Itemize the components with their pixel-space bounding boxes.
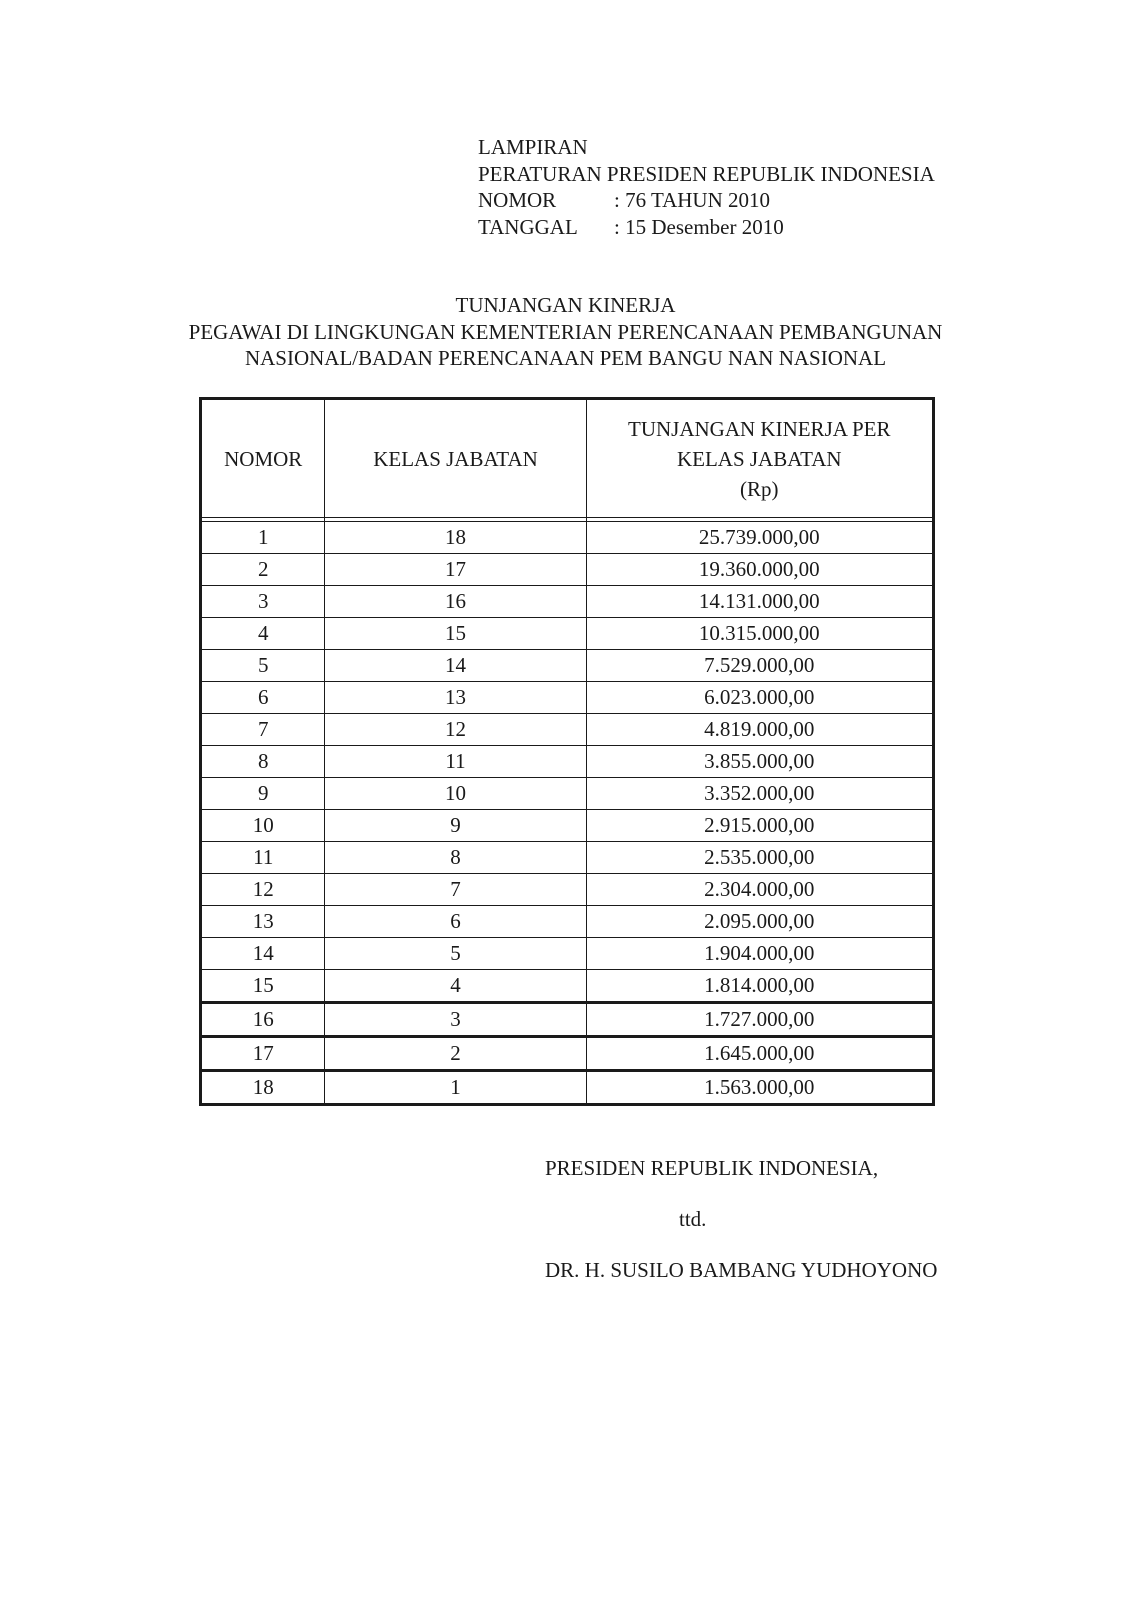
tanggal-row xyxy=(478,214,935,241)
kelas-jabatan-cell: 6 xyxy=(325,906,586,938)
nomor-label: NOMOR xyxy=(478,188,557,212)
table-row xyxy=(201,586,934,618)
nomor-cell: 5 xyxy=(201,650,325,682)
signature-name: DR. H. SUSILO BAMBANG YUDHOYONO xyxy=(545,1258,938,1282)
nomor-cell: 8 xyxy=(201,746,325,778)
header-tunjangan xyxy=(586,399,933,518)
document-title xyxy=(0,292,1131,372)
tunjangan-cell: 1.563.000,00 xyxy=(586,1071,933,1105)
table-row xyxy=(201,650,934,682)
nomor-cell: 1 xyxy=(201,522,325,554)
tunjangan-cell: 25.739.000,00 xyxy=(586,522,933,554)
tunjangan-cell: 3.855.000,00 xyxy=(586,746,933,778)
kelas-jabatan-cell: 17 xyxy=(325,554,586,586)
nomor-cell: 13 xyxy=(201,906,325,938)
kelas-jabatan-cell: 11 xyxy=(325,746,586,778)
tunjangan-cell: 3.352.000,00 xyxy=(586,778,933,810)
table-row xyxy=(201,1003,934,1037)
nomor-cell: 3 xyxy=(201,586,325,618)
tunjangan-cell: 2.304.000,00 xyxy=(586,874,933,906)
table-row xyxy=(201,810,934,842)
tunjangan-cell: 1.904.000,00 xyxy=(586,938,933,970)
kelas-jabatan-cell: 13 xyxy=(325,682,586,714)
kelas-jabatan-cell: 10 xyxy=(325,778,586,810)
table-row xyxy=(201,618,934,650)
table-row xyxy=(201,682,934,714)
nomor-cell: 16 xyxy=(201,1003,325,1037)
table-row xyxy=(201,842,934,874)
nomor-cell: 2 xyxy=(201,554,325,586)
table-row xyxy=(201,906,934,938)
document-header xyxy=(478,134,935,240)
table-row xyxy=(201,1071,934,1105)
nomor-cell: 11 xyxy=(201,842,325,874)
kelas-jabatan-cell: 12 xyxy=(325,714,586,746)
allowance-table xyxy=(199,397,935,1106)
table-row xyxy=(201,778,934,810)
kelas-jabatan-cell: 18 xyxy=(325,522,586,554)
title-line-1: TUNJANGAN KINERJA xyxy=(455,293,676,317)
nomor-cell: 17 xyxy=(201,1037,325,1071)
regulation-title: PERATURAN PRESIDEN REPUBLIK INDONESIA xyxy=(478,161,935,186)
table-row xyxy=(201,938,934,970)
kelas-jabatan-cell: 3 xyxy=(325,1003,586,1037)
tunjangan-cell: 1.727.000,00 xyxy=(586,1003,933,1037)
nomor-cell: 6 xyxy=(201,682,325,714)
kelas-jabatan-cell: 7 xyxy=(325,874,586,906)
nomor-cell: 4 xyxy=(201,618,325,650)
table-row xyxy=(201,746,934,778)
table-row xyxy=(201,970,934,1003)
header-tunjangan-line-1: TUNJANGAN KINERJA PER xyxy=(628,416,891,441)
tunjangan-cell: 1.645.000,00 xyxy=(586,1037,933,1071)
kelas-jabatan-cell: 9 xyxy=(325,810,586,842)
tunjangan-cell: 7.529.000,00 xyxy=(586,650,933,682)
nomor-row xyxy=(478,187,935,214)
nomor-cell: 9 xyxy=(201,778,325,810)
table-row xyxy=(201,554,934,586)
lampiran-label: LAMPIRAN xyxy=(478,135,588,159)
table-row xyxy=(201,874,934,906)
nomor-value: : 76 TAHUN 2010 xyxy=(614,188,771,212)
table-header-row xyxy=(201,399,934,518)
header-kelas-jabatan: KELAS JABATAN xyxy=(325,399,586,518)
signature-ttd: ttd. xyxy=(679,1207,707,1231)
signature-office: PRESIDEN REPUBLIK INDONESIA, xyxy=(545,1156,879,1180)
tunjangan-cell: 2.535.000,00 xyxy=(586,842,933,874)
table-row xyxy=(201,1037,934,1071)
tunjangan-cell: 2.095.000,00 xyxy=(586,906,933,938)
kelas-jabatan-cell: 4 xyxy=(325,970,586,1003)
nomor-cell: 10 xyxy=(201,810,325,842)
table-row xyxy=(201,714,934,746)
tanggal-value: : 15 Desember 2010 xyxy=(614,214,784,239)
header-tunjangan-line-3: (Rp) xyxy=(740,476,779,501)
kelas-jabatan-cell: 16 xyxy=(325,586,586,618)
tanggal-label: TANGGAL xyxy=(478,214,578,239)
nomor-cell: 15 xyxy=(201,970,325,1003)
title-line-2: PEGAWAI DI LINGKUNGAN KEMENTERIAN PERENCANAAN PEMBANGUNAN xyxy=(188,319,943,344)
tunjangan-cell: 1.814.000,00 xyxy=(586,970,933,1003)
title-line-3: NASIONAL/BADAN PERENCANAAN PEM BANGU NAN NASIONAL xyxy=(244,346,887,370)
kelas-jabatan-cell: 1 xyxy=(325,1071,586,1105)
kelas-jabatan-cell: 2 xyxy=(325,1037,586,1071)
kelas-jabatan-cell: 14 xyxy=(325,650,586,682)
table-body xyxy=(201,522,934,1105)
kelas-jabatan-cell: 15 xyxy=(325,618,586,650)
tunjangan-cell: 14.131.000,00 xyxy=(586,586,933,618)
tunjangan-cell: 2.915.000,00 xyxy=(586,810,933,842)
tunjangan-cell: 10.315.000,00 xyxy=(586,618,933,650)
tunjangan-cell: 6.023.000,00 xyxy=(586,682,933,714)
nomor-cell: 14 xyxy=(201,938,325,970)
nomor-cell: 18 xyxy=(201,1071,325,1105)
table-row xyxy=(201,522,934,554)
header-tunjangan-line-2: KELAS JABATAN xyxy=(676,446,842,471)
nomor-cell: 7 xyxy=(201,714,325,746)
tunjangan-cell: 19.360.000,00 xyxy=(586,554,933,586)
tunjangan-cell: 4.819.000,00 xyxy=(586,714,933,746)
header-nomor: NOMOR xyxy=(201,399,325,518)
kelas-jabatan-cell: 8 xyxy=(325,842,586,874)
nomor-cell: 12 xyxy=(201,874,325,906)
kelas-jabatan-cell: 5 xyxy=(325,938,586,970)
